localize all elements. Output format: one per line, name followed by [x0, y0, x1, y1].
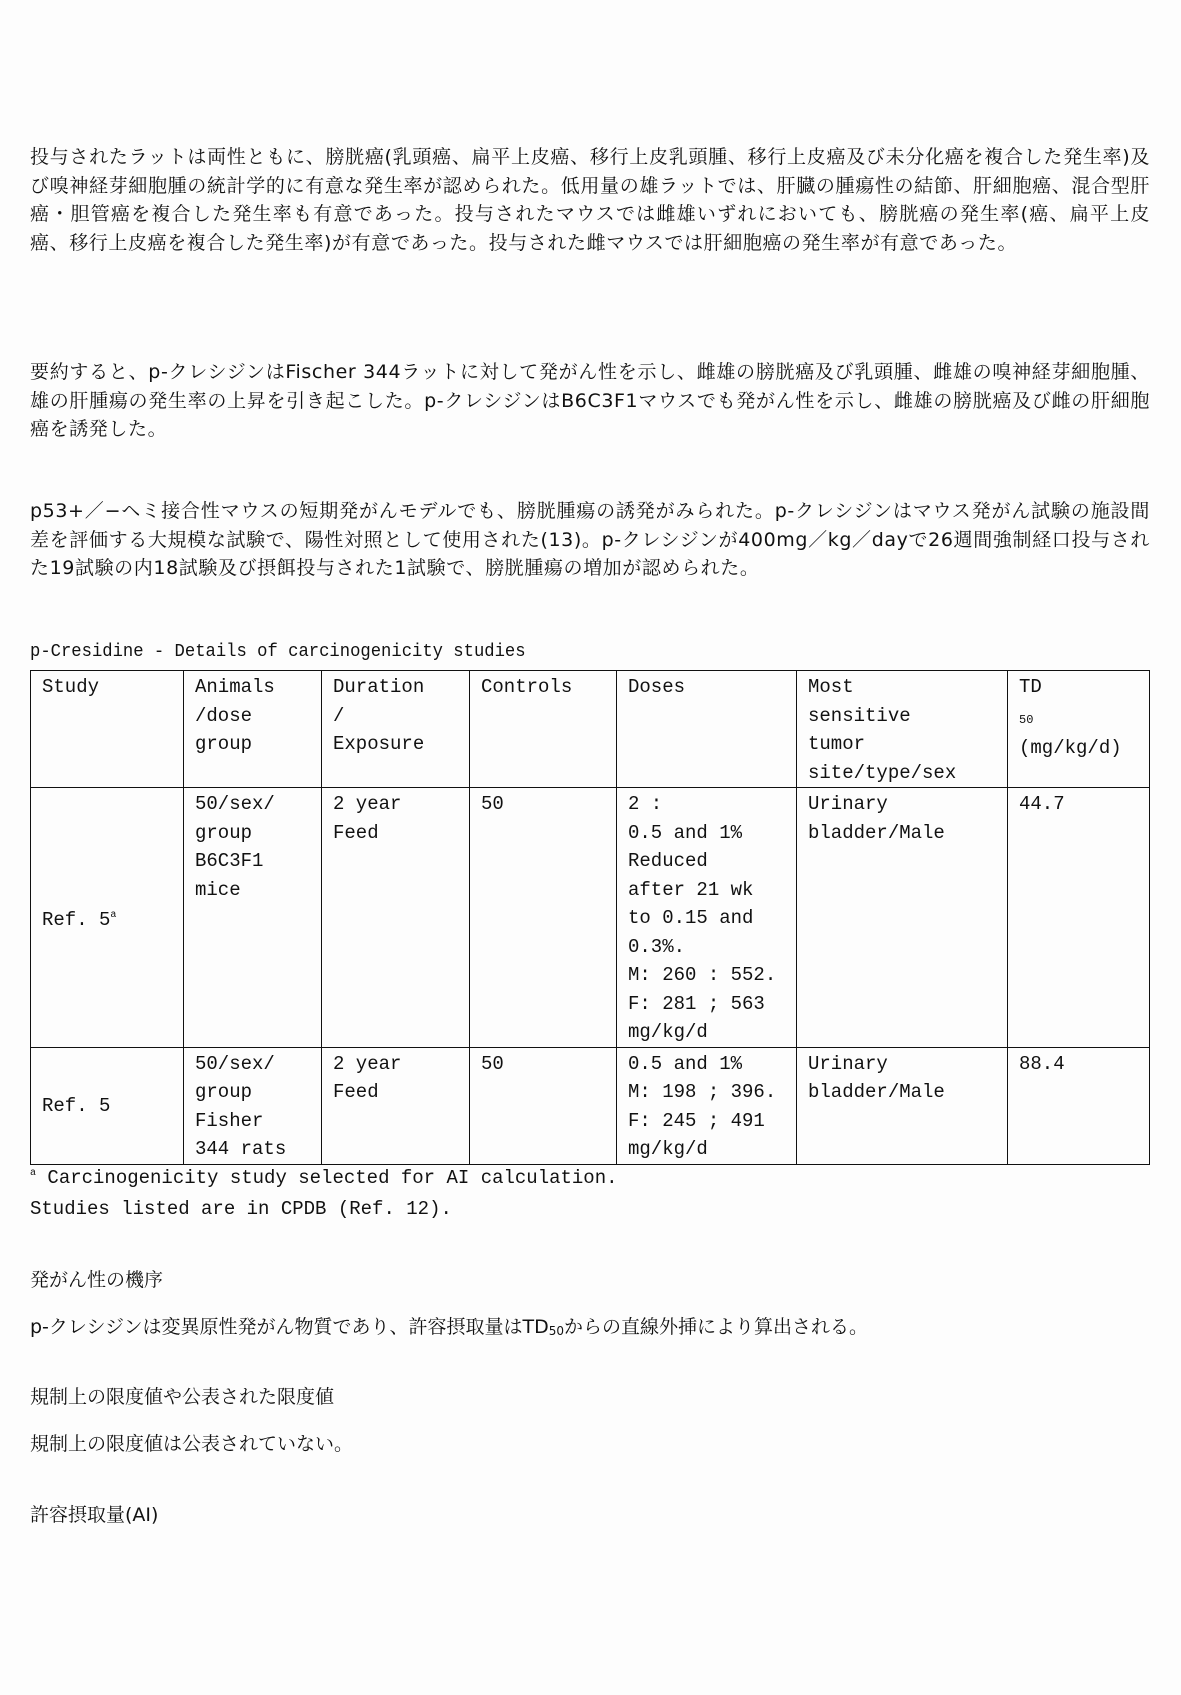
- ai-heading: 許容摂取量(AI): [30, 1504, 159, 1526]
- header-td50: TD $_{50}$ (mg/kg/d): [1008, 671, 1150, 788]
- cell-td50: 88.4: [1008, 1047, 1150, 1164]
- header-doses: Doses: [617, 671, 797, 788]
- cell-controls: 50: [470, 788, 617, 1048]
- limits-text: 規制上の限度値は公表されていない。: [30, 1433, 354, 1455]
- cell-doses: 0.5 and 1% M: 198 ; 396. F: 245 ; 491 mg/kg/d: [617, 1047, 797, 1164]
- cell-duration: 2 year Feed: [322, 1047, 470, 1164]
- paragraph-summary: 要約すると、p-クレシジンはFischer 344ラットに対して発がん性を示し、雌雄の膀胱癌及び乳頭腫、雌雄の嗅神経芽細胞腫、雄の肝腫瘍の発生率の上昇を引き起こした。p-クレシジンはB6C3F1マウスでも発がん性を示し、雌雄の膀胱癌及び雌の肝細胞癌を誘発した。: [30, 361, 1150, 440]
- footnote-marker: a: [30, 1168, 37, 1179]
- cell-controls: 50: [470, 1047, 617, 1164]
- cell-td50: 44.7: [1008, 788, 1150, 1048]
- cell-study: Ref. 5$^a$: [31, 788, 184, 1048]
- header-tumor-site: Most sensitive tumor site/type/sex: [797, 671, 1008, 788]
- cell-doses: 2 : 0.5 and 1% Reduced after 21 wk to 0.15 and 0.3%. M: 260 : 552. F: 281 ; 563 mg/kg/d: [617, 788, 797, 1048]
- cell-duration: 2 year Feed: [322, 788, 470, 1048]
- cell-tumor-site: Urinary bladder/Male: [797, 1047, 1008, 1164]
- cell-tumor-site: Urinary bladder/Male: [797, 788, 1008, 1048]
- table-row: [31, 788, 1150, 1048]
- limits-heading: 規制上の限度値や公表された限度値: [30, 1386, 335, 1408]
- header-animals: Animals /dose group: [184, 671, 322, 788]
- table-source-note: Studies listed are in CPDB (Ref. 12).: [30, 1198, 452, 1220]
- cell-animals: 50/sex/ group Fisher 344 rats: [184, 1047, 322, 1164]
- header-study: Study: [31, 671, 184, 788]
- header-duration: Duration / Exposure: [322, 671, 470, 788]
- paragraph-results: 投与されたラットは両性ともに、膀胱癌(乳頭癌、扁平上皮癌、移行上皮乳頭腫、移行上皮癌及び未分化癌を複合した発生率)及び嗅神経芽細胞腫の統計学的に有意な発生率が認められた。低用量の雄ラットでは、肝臓の腫瘍性の結節、肝細胞癌、混合型肝癌・胆管癌を複合した発生率も有意であった。投与されたマウスでは雌雄いずれにおいても、膀胱癌の発生率(癌、扁平上皮癌、移行上皮癌を複合した発生率)が有意であった。投与された雌マウスでは肝細胞癌の発生率が有意であった。: [30, 146, 1150, 254]
- table-caption: p-Cresidine - Details of carcinogenicity studies: [30, 641, 526, 662]
- cell-study: Ref. 5: [31, 1047, 184, 1164]
- mechanism-heading: 発がん性の機序: [30, 1269, 164, 1291]
- cell-animals: 50/sex/ group B6C3F1 mice: [184, 788, 322, 1048]
- carcinogenicity-table: [30, 670, 1150, 1165]
- table-row: [31, 1047, 1150, 1164]
- header-controls: Controls: [470, 671, 617, 788]
- mechanism-text: p-クレシジンは変異原性発がん物質であり、許容摂取量は$TD_{50}$からの直線外挿により算出される。: [30, 1316, 869, 1338]
- paragraph-p53-model: p53+／−ヘミ接合性マウスの短期発がんモデルでも、膀胱腫瘍の誘発がみられた。p-クレシジンはマウス発がん試験の施設間差を評価する大規模な試験で、陽性対照として使用された(13)。p-クレシジンが400mg／kg／dayで26週間強制経口投与された19試験の内18試験及び摂餌投与された1試験で、膀胱腫瘍の増加が認められた。: [30, 500, 1150, 579]
- table-header-row: [31, 671, 1150, 788]
- table-footnote: $^a$ Carcinogenicity study selected for AI calculation.: [30, 1167, 618, 1189]
